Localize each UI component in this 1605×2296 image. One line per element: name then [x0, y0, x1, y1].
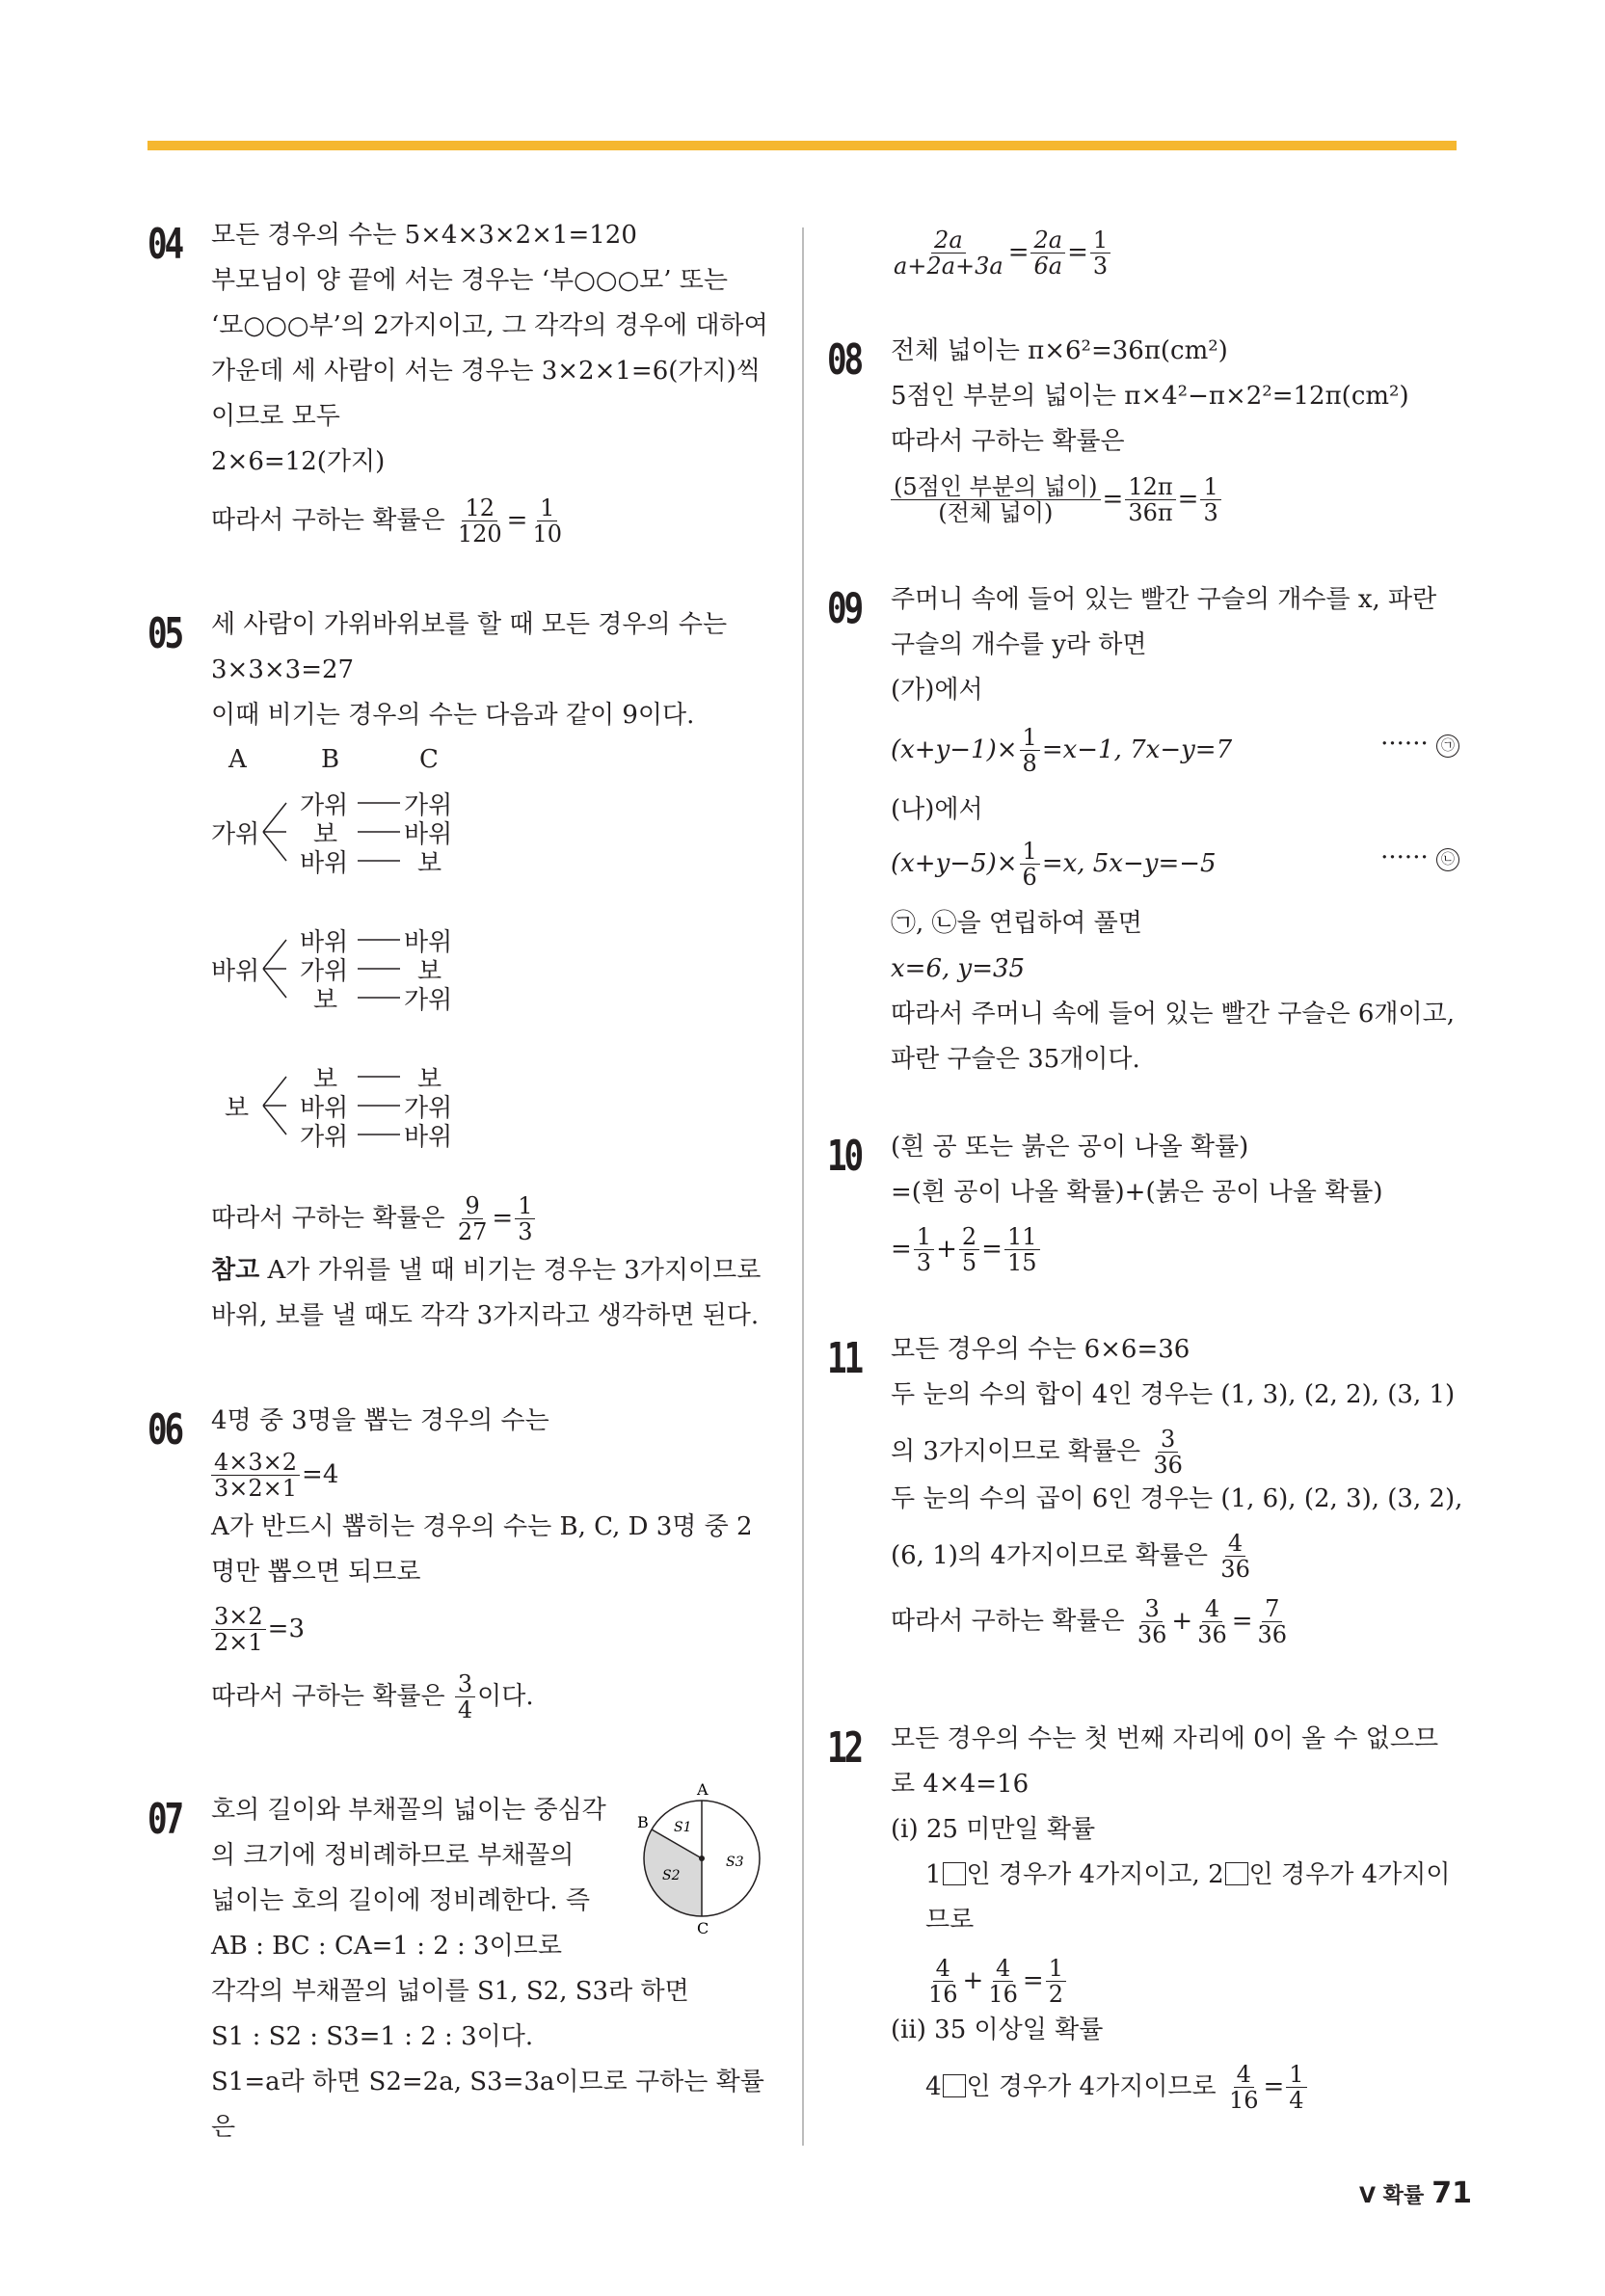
text-line: 이므로 모두: [211, 402, 340, 431]
note-line: [211, 1251, 761, 1290]
denominator: (전체 넓이): [938, 499, 1054, 527]
text-line: 세 사람이 가위바위보를 할 때 모든 경우의 수는: [211, 610, 728, 639]
text-line: 5점인 부분의 넓이는 π×4²−π×2²=12π(cm²): [891, 382, 1409, 411]
text-line: (나)에서: [891, 795, 983, 824]
numerator: 1: [515, 1193, 535, 1219]
expr: (x+y−1)×: [891, 734, 1018, 764]
text-line: 4명 중 3명을 뽑는 경우의 수는: [211, 1406, 549, 1435]
denominator: 27: [457, 1218, 488, 1246]
text-line: 파란 구슬은 35개이다.: [891, 1045, 1140, 1074]
problem-number: 12: [827, 1723, 862, 1773]
numerator: 3×2: [211, 1604, 266, 1630]
fraction: [455, 1671, 475, 1723]
numerator: 1: [1020, 839, 1040, 865]
label-s2: S2: [662, 1868, 681, 1883]
fraction: [211, 1450, 300, 1502]
text-line: 은: [211, 2113, 236, 2142]
section-label: V 확률: [1359, 2184, 1425, 2208]
numerator: 2a: [1030, 227, 1065, 254]
denominator: 3: [1203, 499, 1218, 527]
text-line: 호의 길이와 부채꼴의 넓이는 중심각: [211, 1796, 606, 1825]
text-line: 가운데 세 사람이 서는 경우는 3×2×1=6(가지)씩: [211, 357, 761, 386]
label-c: C: [697, 1919, 709, 1934]
numerator: 2a: [931, 227, 966, 254]
denominator: 36π: [1128, 499, 1173, 527]
numerator: 3: [1158, 1427, 1178, 1453]
fraction: [1125, 474, 1175, 526]
text-line: 부모님이 양 끝에 서는 경우는 ‘부○○○모’ 또는: [211, 266, 729, 295]
dots: ······: [1380, 843, 1429, 872]
text-line: 모든 경우의 수는 6×6=36: [891, 1335, 1190, 1364]
tree-node-a: 보: [225, 1094, 250, 1123]
fraction: [1150, 1427, 1186, 1479]
fraction: [1226, 2062, 1262, 2114]
equation-tag: [1380, 725, 1459, 763]
denominator: 2: [1048, 1981, 1063, 2009]
fraction: [1286, 2062, 1306, 2114]
text: 인 경우가 4가지이: [1248, 1860, 1451, 1889]
text: 따라서 구하는 확률은: [891, 1606, 1125, 1636]
denominator: 16: [1228, 2087, 1259, 2115]
text-line: 3×3×3=27: [211, 655, 355, 684]
fraction: [1255, 1596, 1291, 1648]
denominator: 15: [1006, 1249, 1037, 1277]
column-header: A: [228, 745, 247, 774]
numerator: 1: [914, 1224, 934, 1250]
fraction: [985, 1956, 1021, 2008]
numerator: 4: [993, 1956, 1013, 1982]
denominator: 36: [1197, 1621, 1227, 1649]
text: 인 경우가 4가지이므로: [966, 2071, 1217, 2101]
text: 4: [925, 2071, 942, 2101]
numerator: 1: [1200, 474, 1220, 500]
fraction: [515, 1193, 535, 1245]
tree-node-c: 가위: [404, 1094, 453, 1123]
tree-node-c: 가위: [404, 986, 453, 1015]
tag-symbol: ㉠: [1436, 734, 1459, 758]
problem-number: 05: [147, 609, 182, 658]
text: 인 경우가 4가지이고, 2: [966, 1860, 1224, 1889]
equation-line: [891, 724, 1459, 778]
text: 1: [925, 1860, 942, 1889]
denominator: 4: [1289, 2087, 1304, 2115]
text-line: 전체 넓이는 π×6²=36π(cm²): [891, 336, 1228, 365]
numerator: 4: [1225, 1531, 1245, 1557]
text: (6, 1)의 4가지이므로 확률은: [891, 1540, 1209, 1570]
tree-node-c: 보: [417, 957, 442, 986]
denominator: 2×1: [214, 1629, 263, 1657]
numerator: 11: [1004, 1224, 1040, 1250]
equation-tag: [1380, 839, 1459, 877]
denominator: 3: [916, 1249, 932, 1277]
tree-node-b: 보: [313, 986, 338, 1015]
denominator: 6a: [1033, 253, 1063, 280]
text-line: [925, 1855, 1451, 1894]
probability-line: 따라서 구하는 확률은 $\frac{3}{36}$ + $\frac{4}{36}$ = $\frac{7}{36}$: [891, 1596, 1292, 1635]
denominator: 36: [1137, 1621, 1167, 1649]
tree-node-b: 바위: [300, 928, 349, 957]
blank-box: [943, 1862, 966, 1885]
text-line: 두 눈의 수의 곱이 6인 경우는 (1, 6), (2, 3), (3, 2),: [891, 1484, 1463, 1513]
numerator: 1: [1046, 1956, 1066, 1982]
fraction: [1090, 227, 1110, 280]
numerator: 1: [1090, 227, 1110, 254]
text-line: AB : BC : CA=1 : 2 : 3이므로: [211, 1932, 562, 1961]
numerator: 4: [1202, 1596, 1222, 1622]
fraction: [455, 1193, 491, 1245]
denominator: 10: [532, 521, 562, 548]
fraction: [1046, 1956, 1066, 2008]
expr: (x+y−5)×: [891, 848, 1018, 878]
denominator: 120: [457, 521, 502, 548]
tree-node-b: 바위: [300, 1094, 349, 1123]
text-line: S1=a라 하면 S2=2a, S3=3a이므로 구하는 확률: [211, 2068, 764, 2096]
tree-node-c: 바위: [404, 928, 453, 957]
text-line: =(흰 공이 나올 확률)+(붉은 공이 나올 확률): [891, 1178, 1383, 1207]
denominator: 3×2×1: [214, 1475, 298, 1503]
note-text: A가 가위를 낼 때 비기는 경우는 3가지이므로: [267, 1256, 762, 1285]
probability-line: = $\frac{1}{3}$ + $\frac{2}{5}$ = $\frac{11}{15}$: [891, 1224, 1042, 1263]
numerator: 12π: [1125, 474, 1175, 500]
problem-number: 06: [147, 1405, 182, 1455]
dots: ······: [1380, 730, 1429, 759]
fraction: [914, 1224, 934, 1276]
label-s1: S1: [674, 1820, 692, 1835]
denominator: 16: [988, 1981, 1018, 2009]
denominator: 36: [1257, 1621, 1288, 1649]
text: 따라서 구하는 확률은: [211, 505, 445, 535]
fraction: [925, 1956, 961, 2008]
fraction: [529, 495, 565, 547]
problem-number: 09: [827, 584, 862, 633]
numerator: 9: [462, 1193, 482, 1219]
denominator: 36: [1220, 1556, 1250, 1584]
denominator: 36: [1153, 1452, 1183, 1480]
text-line: 모든 경우의 수는 첫 번째 자리에 0이 올 수 없으므: [891, 1724, 1439, 1753]
note-line: 바위, 보를 낼 때도 각각 3가지라고 생각하면 된다.: [211, 1301, 760, 1330]
text-line: 2×6=12(가지): [211, 447, 386, 476]
fraction: [1217, 1531, 1253, 1583]
denominator: 3: [1092, 253, 1109, 280]
text: 이다.: [477, 1681, 534, 1711]
tree-node-a: 가위: [211, 820, 260, 849]
result: =3: [267, 1614, 305, 1643]
probability-line: 따라서 구하는 확률은 $\frac{9}{27}$ = $\frac{1}{3}$: [211, 1193, 537, 1232]
text-line: 구슬의 개수를 y라 하면: [891, 630, 1147, 659]
fraction: [1020, 725, 1040, 777]
numerator: 4×3×2: [211, 1450, 300, 1476]
text-line: ‘모○○○부’의 2가지이고, 그 각각의 경우에 대하여: [211, 311, 768, 340]
text-line: 주머니 속에 들어 있는 빨간 구슬의 개수를 x, 파란: [891, 585, 1437, 614]
page-footer: [1359, 2176, 1472, 2210]
text-line: 모든 경우의 수는 5×4×3×2×1=120: [211, 221, 637, 250]
problem-number: 04: [147, 220, 182, 269]
problem-number: 11: [827, 1334, 862, 1383]
numerator: 3: [455, 1671, 475, 1697]
column-header: B: [321, 745, 340, 774]
tree-node-b: 보: [313, 820, 338, 849]
fraction: [1194, 1596, 1230, 1648]
blank-box: [943, 2074, 966, 2097]
tree-node-b: 가위: [300, 957, 349, 986]
text-line: ㉠, ㉡을 연립하여 풀면: [891, 909, 1142, 938]
fraction: [455, 495, 505, 547]
tree-node-c: 가위: [404, 791, 453, 820]
text-line: (ⅱ) 35 이상일 확률: [891, 2016, 1104, 2044]
numerator: 1: [537, 495, 557, 521]
denominator: 3: [518, 1218, 533, 1246]
probability-line: [891, 1426, 1188, 1480]
numerator: 1: [1286, 2062, 1306, 2088]
label-a: A: [697, 1780, 709, 1799]
fraction: [1135, 1596, 1170, 1648]
numerator: 2: [959, 1224, 979, 1250]
text-line: x=6, y=35: [891, 954, 1026, 983]
text-line: (가)에서: [891, 676, 983, 705]
blank-box: [1225, 1862, 1248, 1885]
numerator: 3: [1141, 1596, 1162, 1622]
tree-node-c: 보: [417, 1065, 442, 1094]
text-line: (ⅰ) 25 미만일 확률: [891, 1815, 1096, 1844]
denominator: 16: [928, 1981, 958, 2009]
tag-symbol: ㉡: [1436, 848, 1459, 871]
probability-line: $\frac{2a}{a+2a+3a}$ = $\frac{2a}{6a}$ = $\frac{1}{3}$: [891, 227, 1112, 266]
fraction: [1004, 1224, 1040, 1276]
probability-line: 4 인 경우가 4가지이므로 $\frac{4}{16}$ = $\frac{1}{4}$: [925, 2062, 1309, 2100]
text-line: 명만 뽑으면 되므로: [211, 1558, 421, 1587]
text-line: 따라서 구하는 확률은: [891, 427, 1125, 456]
problem-number: 07: [147, 1795, 182, 1844]
probability-line: $\frac{4}{16}$ + $\frac{4}{16}$ = $\frac{1}{2}$: [925, 1956, 1068, 1994]
fraction: [211, 1604, 266, 1656]
fraction: [891, 474, 1101, 526]
numerator: 12: [462, 495, 497, 521]
text: 따라서 구하는 확률은: [211, 1681, 445, 1711]
text-line: S1 : S2 : S3=1 : 2 : 3이다.: [211, 2022, 534, 2051]
numerator: 4: [933, 1956, 953, 1982]
denominator: 8: [1022, 750, 1037, 778]
denominator: 4: [457, 1696, 473, 1724]
tree-node-c: 바위: [404, 1123, 453, 1152]
probability-line: 따라서 구하는 확률은 $\frac{12}{120}$ = $\frac{1}{10}$: [211, 495, 567, 534]
column-divider: [802, 227, 804, 2146]
text-line: 의 크기에 정비례하므로 부채꼴의: [211, 1841, 575, 1870]
numerator: 7: [1262, 1596, 1282, 1622]
tree-node-c: 보: [417, 849, 442, 878]
page-number: 71: [1431, 2176, 1472, 2210]
tree-node-b: 바위: [300, 849, 349, 878]
text: 의 3가지이므로 확률은: [891, 1436, 1141, 1466]
fraction: [1020, 839, 1040, 891]
tree-node-a: 바위: [211, 957, 260, 986]
text-line: 따라서 주머니 속에 들어 있는 빨간 구슬은 6개이고,: [891, 1000, 1455, 1028]
fraction: [959, 1224, 979, 1276]
tree-node-b: 보: [313, 1065, 338, 1094]
probability-line: (5점인 부분의 넓이) (전체 넓이) = $\frac{12\pi}{36\pi}$ = $\frac{1}{3}$: [891, 474, 1223, 513]
denominator: 6: [1022, 864, 1037, 892]
fraction: [891, 227, 1006, 280]
fraction: [1200, 474, 1220, 526]
tree-node-b: 가위: [300, 791, 349, 820]
numerator: 1: [1020, 725, 1040, 751]
probability-line: [211, 1670, 534, 1724]
problem-number: 08: [827, 335, 862, 385]
note-label: 참고: [211, 1256, 260, 1285]
result: =4: [302, 1459, 339, 1489]
denominator: 5: [961, 1249, 977, 1277]
text: 따라서 구하는 확률은: [211, 1203, 445, 1233]
text-line: 두 눈의 수의 합이 4인 경우는 (1, 3), (2, 2), (3, 1): [891, 1380, 1456, 1409]
circle-sector-figure: [629, 1779, 774, 1934]
label-b: B: [637, 1813, 649, 1831]
text-line: 이때 비기는 경우의 수는 다음과 같이 9이다.: [211, 701, 695, 730]
text-line: 각각의 부채꼴의 넓이를 S1, S2, S3라 하면: [211, 1977, 689, 2006]
tree-node-c: 바위: [404, 820, 453, 849]
top-accent-bar: [147, 141, 1457, 150]
expr: =x−1, 7x−y=7: [1041, 734, 1233, 764]
problem-number: 10: [827, 1132, 862, 1181]
label-s3: S3: [726, 1855, 744, 1870]
text-line: 로 4×4=16: [891, 1770, 1030, 1799]
expr: =x, 5x−y=−5: [1041, 848, 1217, 878]
text-line: 므로: [925, 1906, 975, 1935]
equation-line: [891, 838, 1459, 892]
tree-node-b: 가위: [300, 1123, 349, 1152]
fraction: [1030, 227, 1065, 280]
numerator: 4: [1234, 2062, 1254, 2088]
denominator: a+2a+3a: [894, 253, 1003, 280]
column-header: C: [419, 745, 439, 774]
text-line: (흰 공 또는 붉은 공이 나올 확률): [891, 1133, 1249, 1161]
text-line: 넓이는 호의 길이에 정비례한다. 즉: [211, 1886, 590, 1915]
text-line: A가 반드시 뽑히는 경우의 수는 B, C, D 3명 중 2: [211, 1512, 753, 1541]
numerator: (5점인 부분의 넓이): [891, 474, 1101, 500]
probability-line: [891, 1530, 1255, 1584]
